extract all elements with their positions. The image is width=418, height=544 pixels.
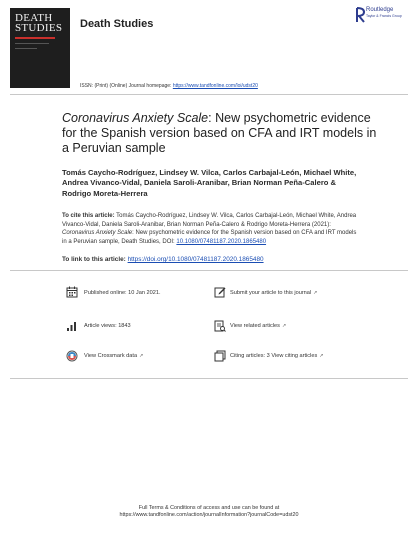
article-title-italic: Coronavirus Anxiety Scale	[62, 111, 209, 125]
cite-title-italic: Coronavirus Anxiety Scale	[62, 230, 133, 237]
citing-articles-icon	[214, 350, 226, 362]
related-articles-icon	[214, 320, 226, 332]
footer-line1: Full Terms & Conditions of access and use can be found at	[138, 505, 280, 511]
footer-terms	[0, 505, 418, 519]
external-link-icon: ↗	[313, 290, 318, 296]
issn-text: ISSN: (Print) (Online) Journal homepage:	[80, 83, 173, 89]
issn-line	[80, 83, 258, 89]
journal-cover-image	[10, 8, 70, 88]
routledge-logo-icon	[354, 6, 366, 24]
cite-text-2: : New psychometric evidence for the Spanish version based on CFA and IRT models in a Peruvian sample, Death Studies, DOI:	[62, 230, 357, 245]
calendar-icon	[66, 286, 78, 298]
article-title	[62, 111, 382, 156]
article-title-rest: : New psychometric evidence for the Spanish version based on CFA and IRT models in a Peruvian sample	[62, 111, 377, 155]
link-label: To link to this article:	[62, 256, 128, 263]
cover-divider	[15, 43, 49, 44]
article-views-icon	[66, 320, 78, 332]
crossmark-icon	[66, 350, 78, 362]
cite-text-1: Tomás Caycho-Rodríguez, Lindsey W. Vilca, Carlos Carbajal-León, Michael White, Andrea Vivanco-Vidal, Daniela Saroli-Aranibar, Brian Norman Peña-Calero & Rodrigo Moreta-Herrera (2021):	[62, 213, 357, 228]
cover-title-line1: DEATH	[15, 12, 53, 24]
article-views: Article views: 1843	[84, 323, 131, 329]
cover-title-line2: STUDIES	[15, 22, 63, 34]
crossmark-link[interactable]	[84, 353, 143, 359]
header-divider	[10, 94, 408, 95]
citing-articles-link[interactable]	[230, 353, 323, 359]
submit-article-link[interactable]	[230, 290, 317, 296]
journal-homepage-link[interactable]: https://www.tandfonline.com/loi/udst20	[172, 83, 258, 89]
cover-accent-line	[15, 37, 55, 39]
section-divider	[10, 378, 408, 379]
article-link-line	[62, 256, 264, 263]
cite-label: To cite this article:	[62, 213, 115, 219]
publisher-name: Routledge	[366, 7, 394, 13]
published-online: Published online: 10 Jan 2021.	[84, 290, 161, 296]
submit-article-label: Submit your article to this journal	[230, 290, 312, 296]
cover-divider	[15, 48, 37, 49]
related-articles-label: View related articles	[230, 323, 280, 329]
crossmark-label: View Crossmark data	[84, 353, 138, 359]
publisher-subtitle: Taylor & Francis Group	[366, 14, 402, 18]
section-divider	[10, 270, 408, 271]
journal-name: Death Studies	[80, 18, 154, 30]
citation-block	[62, 212, 362, 246]
footer-url[interactable]: https://www.tandfonline.com/action/journalInformation?journalCode=udst20	[119, 512, 299, 518]
external-link-icon: ↗	[319, 353, 324, 359]
cite-doi-link[interactable]: 10.1080/07481187.2020.1865480	[176, 238, 267, 245]
external-link-icon: ↗	[139, 353, 144, 359]
submit-article-icon	[214, 286, 226, 298]
external-link-icon: ↗	[281, 323, 287, 329]
article-doi-link[interactable]: https://doi.org/10.1080/07481187.2020.1865480	[127, 256, 264, 263]
citing-articles-label: Citing articles: 3 View citing articles	[230, 353, 318, 359]
related-articles-link[interactable]	[230, 323, 286, 329]
article-authors: Tomás Caycho-Rodríguez, Lindsey W. Vilca, Carlos Carbajal-León, Michael White, Andrea Vivanco-Vidal, Daniela Saroli-Aranibar, Brian Norman Peña-Calero & Rodrigo Moreta-Herrera	[62, 168, 357, 198]
